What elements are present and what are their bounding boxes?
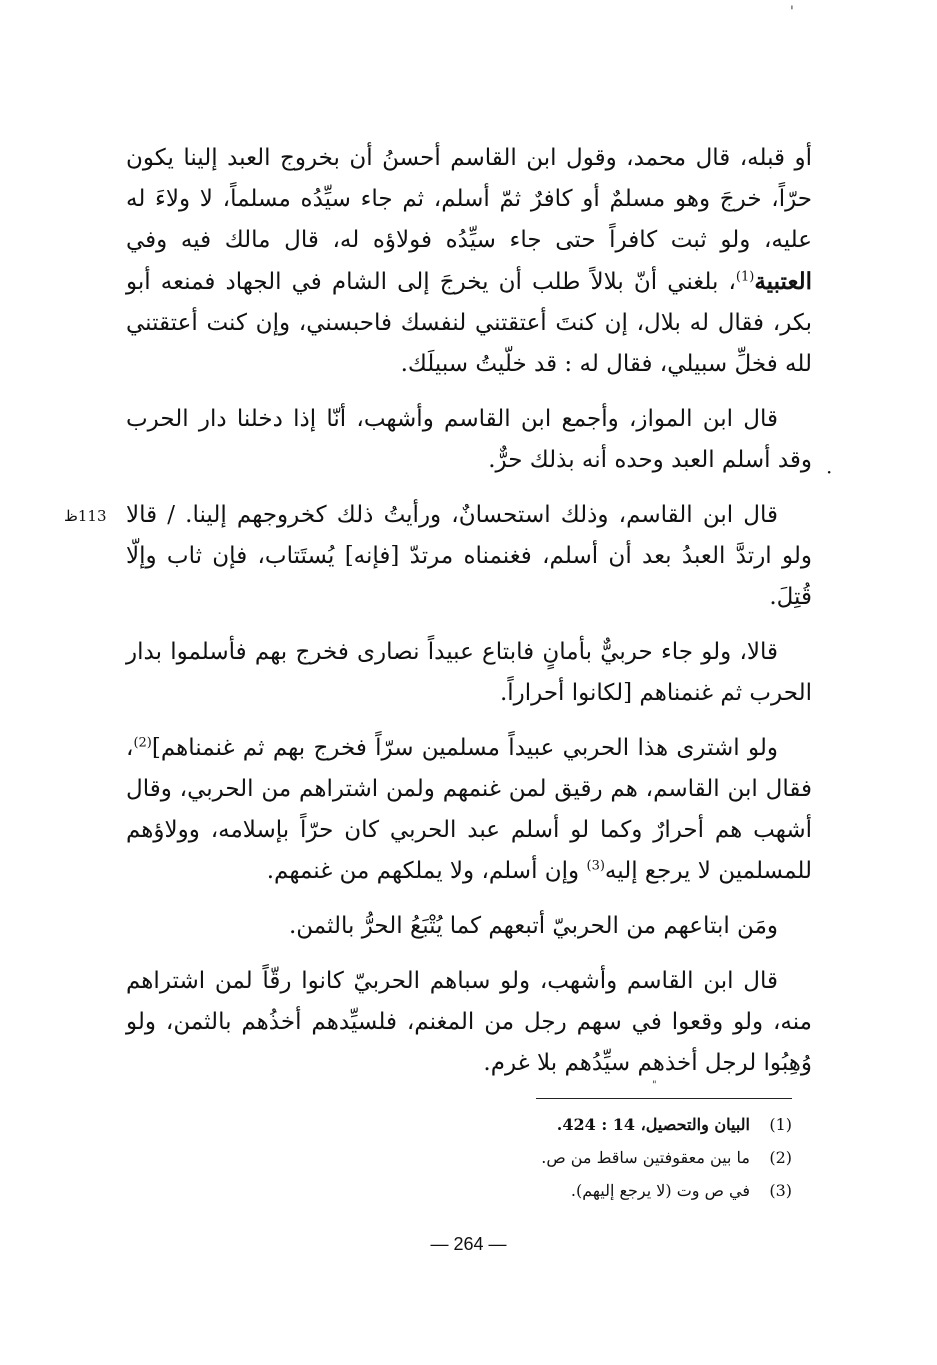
footnotes-section	[480, 1108, 792, 1207]
paragraph-5-text-a: ولو اشترى هذا الحربي عبيداً مسلمين سرّاً فخرج بهم ثم غنمناهم]	[151, 735, 778, 761]
corner-mark: '	[790, 4, 794, 20]
paragraph-4: قالا، ولو جاء حربيٌّ بأمانٍ فابتاع عبيداً نصارى فخرج بهم فأسلموا بدار الحرب ثم غنمناهم [لكانوا أحراراً.	[126, 639, 812, 706]
footnote-2-number: (2)	[769, 1148, 792, 1167]
paragraph-1-text-a: أو قبله، قال محمد، وقول ابن القاسم أحسنُ أن بخروج العبد إلينا يكون حرّاً، خرجَ وهو مسلمٌ أو كافرٌ ثمّ أسلم، ثم جاء سيِّدُه مسلماً، لا ولاءَ له عليه، ولو ثبت كافراً حتى جاء سيِّدُه فولاؤه له، قال مالك فيه وفي	[126, 145, 812, 253]
footnote-ref-3[interactable]: (3)	[586, 858, 605, 874]
footnote-1-number: (1)	[769, 1115, 792, 1134]
footnote-1-text: البيان والتحصيل، 14 : 424.	[556, 1115, 750, 1134]
footnote-2	[480, 1141, 792, 1174]
footnote-3-number: (3)	[769, 1181, 792, 1200]
small-mark: "	[652, 1080, 657, 1091]
footnote-3-text: في ص وت (لا يرجع إليهم).	[570, 1181, 750, 1200]
margin-dot-marker: ·	[826, 460, 833, 484]
footnote-1	[480, 1108, 792, 1141]
paragraph-2: قال ابن المواز، وأجمع ابن القاسم وأشهب، أنّا إذا دخلنا دار الحرب وقد أسلم العبد وحده أنه بذلك حرٌّ.	[126, 406, 812, 473]
footnote-ref-2[interactable]: (2)	[133, 735, 152, 751]
paragraph-1-text-b: ، بلغني أنّ بلالاً طلب أن يخرجَ إلى الشام في الجهاد فمنعه أبو بكر، فقال له بلال، إن كنتَ أعتقتني لنفسك فاحبسني، وإن كنت أعتقتني لله فخلِّ سبيلي، فقال له : قد خلّيتُ سبيلَك.	[126, 269, 812, 377]
paragraph-1	[126, 138, 812, 385]
paragraph-5-text-c: وإن أسلم، ولا يملكهم من غنمهم.	[266, 858, 587, 884]
bold-term-utbiyya: العتبية	[754, 268, 812, 295]
footnote-ref-1[interactable]: (1)	[735, 269, 755, 285]
footnote-3	[480, 1174, 792, 1207]
manuscript-folio-note: 113ظ	[64, 507, 107, 525]
main-text-body	[126, 138, 812, 1098]
footnote-2-text: ما بين معقوفتين ساقط من ص.	[541, 1148, 750, 1167]
page-number: — 264 —	[430, 1234, 507, 1254]
paragraph-6: ومَن ابتاعهم من الحربيّ أتبعهم كما يُتْبَعُ الحرُّ بالثمن.	[288, 913, 778, 939]
footnote-divider	[536, 1098, 792, 1099]
paragraph-5	[126, 728, 812, 892]
paragraph-7: قال ابن القاسم وأشهب، ولو سباهم الحربيّ كانوا رقّاً لمن اشتراهم منه، ولو وقعوا في سهم رجل من المغنم، فلسيِّدهم أخذُهم بالثمن، ولو وُهِبُوا لرجل أخذهم سيِّدُهم بلا غرم.	[126, 968, 812, 1076]
paragraph-5-text-b: ، فقال ابن القاسم، هم رقيق لمن غنمهم ولمن اشتراهم من الحربي، وقال أشهب هم أحرارٌ وكما لو أسلم عبد الحربي كان حرّاً بإسلامه، وولاؤهم للمسلمين لا يرجع إليه	[126, 735, 812, 884]
paragraph-3: قال ابن القاسم، وذلك استحسانٌ، ورأيتُ ذلك كخروجهم إلينا. / قالا ولو ارتدَّ العبدُ بعد أن أسلم، فغنمناه مرتدّ [فإنه] يُستَتاب، فإن ثاب وإلّا قُتِلَ.	[126, 502, 812, 610]
